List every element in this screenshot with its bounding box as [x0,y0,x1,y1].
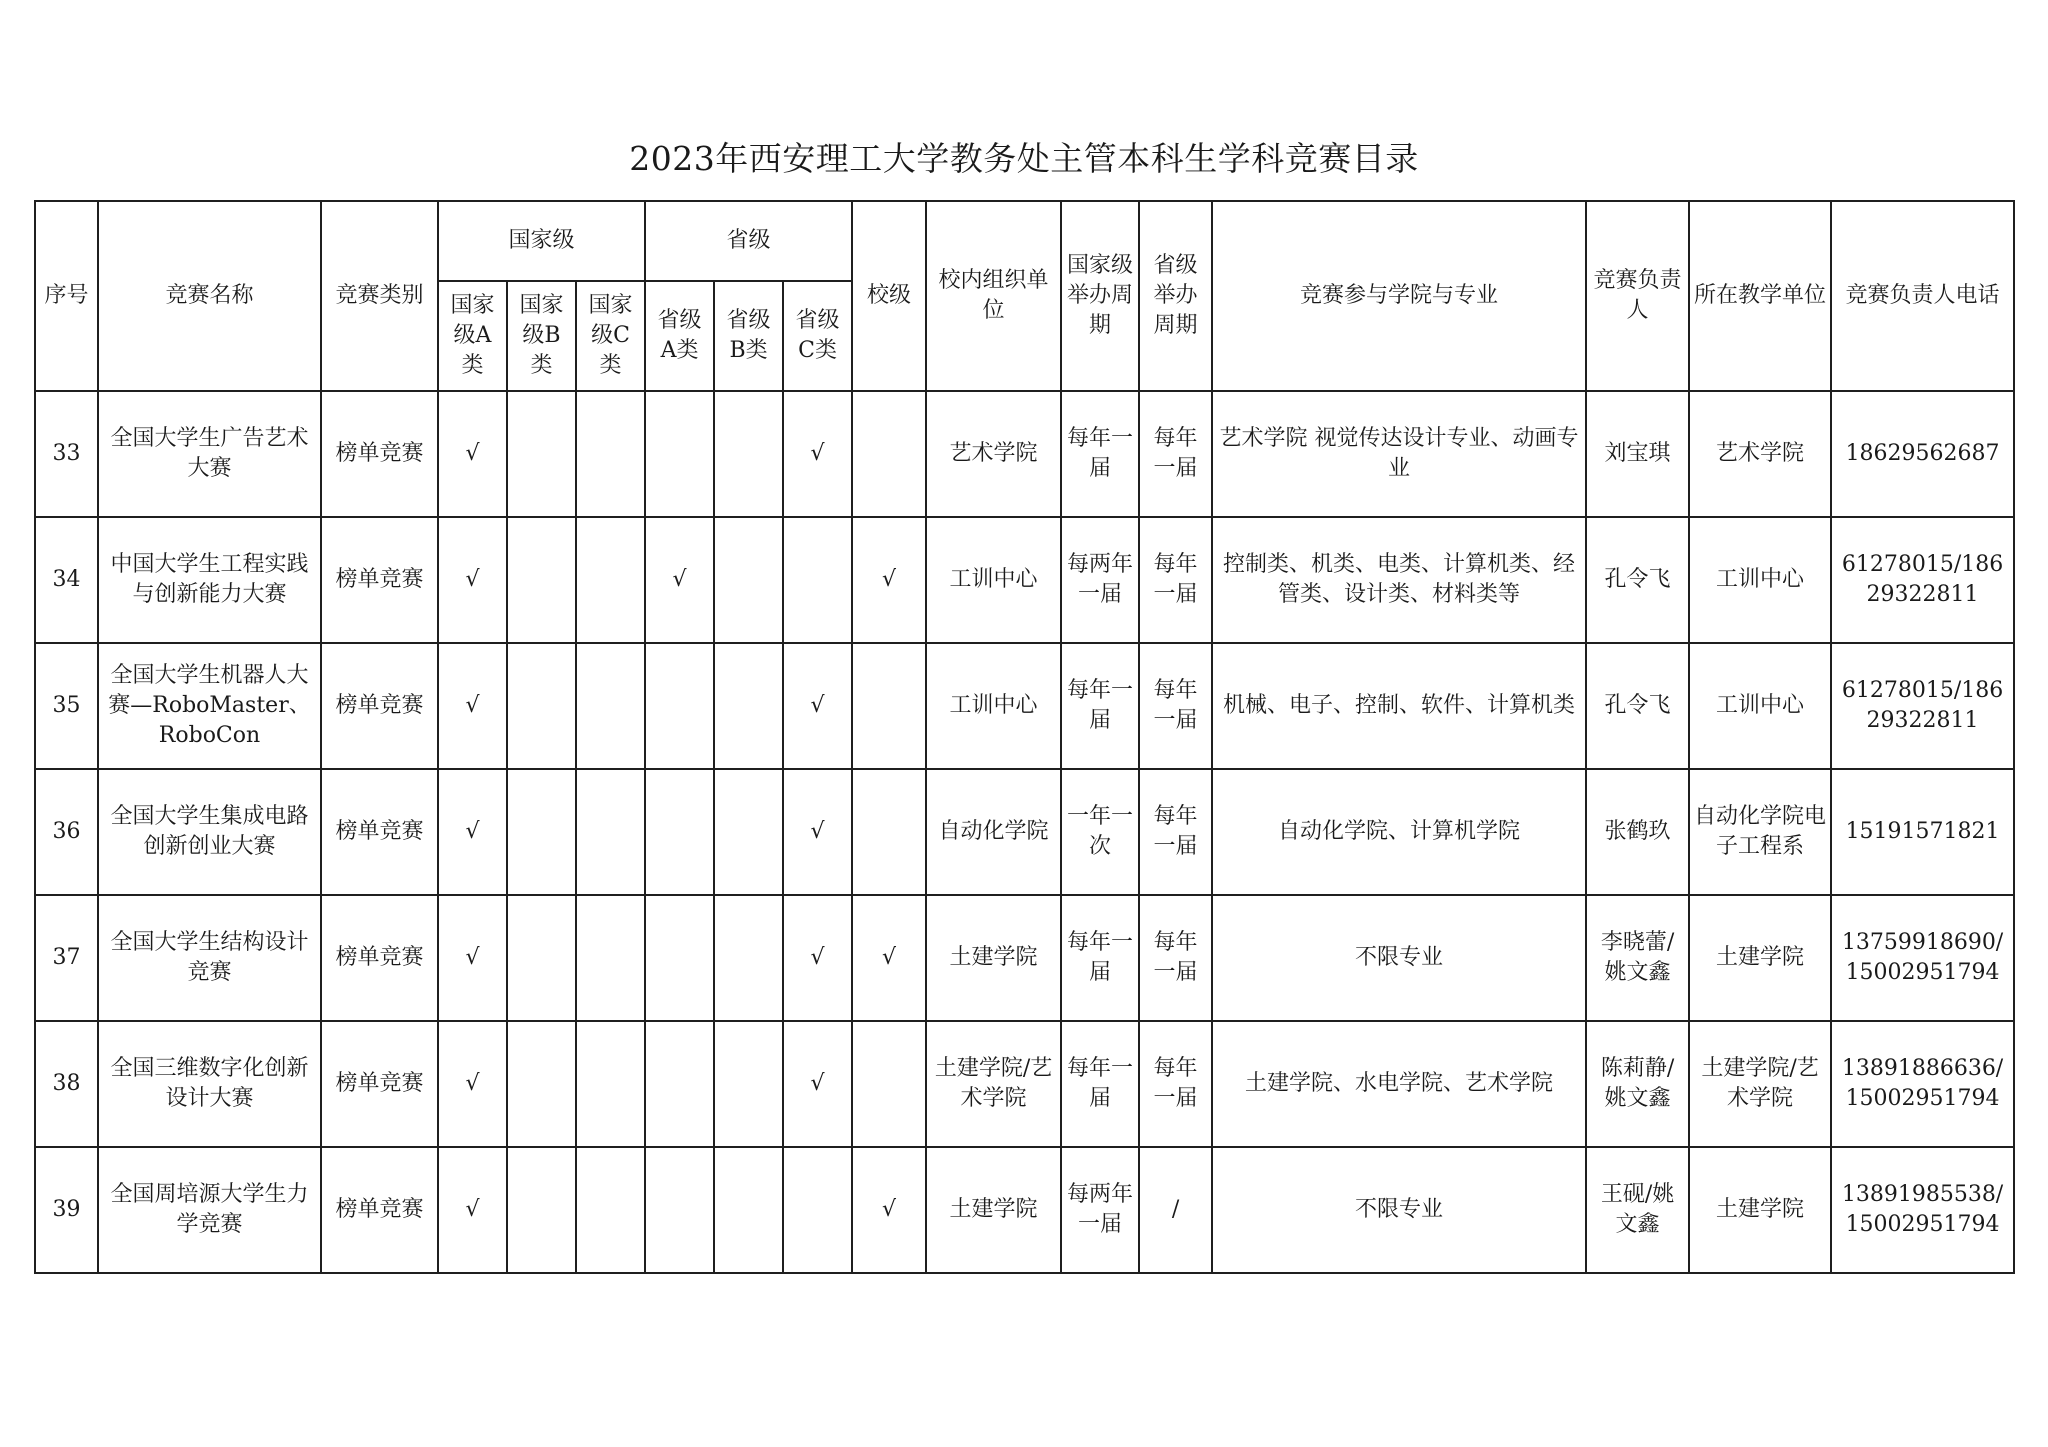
cell-category: 榜单竞赛 [321,391,438,517]
cell-participants: 艺术学院 视觉传达设计专业、动画专业 [1212,391,1586,517]
header-phone: 竞赛负责人电话 [1831,201,2014,391]
cell-name: 全国大学生结构设计竞赛 [98,895,321,1021]
cell-national-cycle: 每年一届 [1061,643,1139,769]
cell-provincial-cycle: 每年一届 [1139,1021,1212,1147]
cell-provincial-c [783,517,852,643]
header-name: 竞赛名称 [98,201,321,391]
table-row [35,1021,2014,1147]
cell-school: √ [852,895,926,1021]
cell-provincial-c: √ [783,769,852,895]
cell-provincial-a [645,391,714,517]
cell-provincial-c [783,1147,852,1273]
cell-unit: 艺术学院 [1689,391,1831,517]
cell-name: 全国三维数字化创新设计大赛 [98,1021,321,1147]
cell-unit: 自动化学院电子工程系 [1689,769,1831,895]
cell-name: 全国大学生机器人大赛—RoboMaster、RoboCon [98,643,321,769]
cell-provincial-c: √ [783,895,852,1021]
cell-provincial-a [645,1147,714,1273]
cell-provincial-a [645,895,714,1021]
cell-provincial-c: √ [783,1021,852,1147]
cell-leader: 孔令飞 [1586,517,1689,643]
cell-seq: 38 [35,1021,98,1147]
header-unit: 所在教学单位 [1689,201,1831,391]
cell-category: 榜单竞赛 [321,1021,438,1147]
header-seq: 序号 [35,201,98,391]
cell-national-b [507,517,576,643]
cell-name: 全国大学生广告艺术大赛 [98,391,321,517]
cell-provincial-cycle: 每年一届 [1139,769,1212,895]
cell-national-b [507,769,576,895]
cell-phone: 13891985538/15002951794 [1831,1147,2014,1273]
cell-national-c [576,895,645,1021]
table-row [35,895,2014,1021]
header-provincial-b: 省级B类 [714,281,783,391]
cell-provincial-a [645,769,714,895]
table-row [35,769,2014,895]
cell-school [852,1021,926,1147]
cell-provincial-cycle: 每年一届 [1139,643,1212,769]
cell-name: 中国大学生工程实践与创新能力大赛 [98,517,321,643]
cell-organizer: 土建学院/艺术学院 [926,1021,1061,1147]
cell-national-a: √ [438,1147,507,1273]
cell-provincial-b [714,1147,783,1273]
cell-national-cycle: 一年一次 [1061,769,1139,895]
cell-phone: 61278015/18629322811 [1831,643,2014,769]
header-provincial-c: 省级C类 [783,281,852,391]
cell-provincial-b [714,643,783,769]
cell-participants: 不限专业 [1212,1147,1586,1273]
table-row [35,643,2014,769]
cell-unit: 土建学院 [1689,895,1831,1021]
cell-national-c [576,517,645,643]
cell-seq: 36 [35,769,98,895]
cell-national-b [507,1021,576,1147]
header-national-c: 国家级C类 [576,281,645,391]
cell-national-cycle: 每年一届 [1061,895,1139,1021]
header-provincial-cycle: 省级举办周期 [1139,201,1212,391]
table-row [35,391,2014,517]
cell-provincial-a: √ [645,517,714,643]
cell-national-a: √ [438,895,507,1021]
header-provincial-a: 省级A类 [645,281,714,391]
cell-national-a: √ [438,1021,507,1147]
cell-provincial-cycle: 每年一届 [1139,391,1212,517]
cell-leader: 孔令飞 [1586,643,1689,769]
cell-national-a: √ [438,517,507,643]
cell-leader: 刘宝琪 [1586,391,1689,517]
cell-national-b [507,391,576,517]
cell-phone: 61278015/18629322811 [1831,517,2014,643]
cell-category: 榜单竞赛 [321,895,438,1021]
cell-organizer: 土建学院 [926,1147,1061,1273]
cell-national-cycle: 每年一届 [1061,391,1139,517]
cell-national-b [507,643,576,769]
cell-provincial-c: √ [783,391,852,517]
page-title: 2023年西安理工大学教务处主管本科生学科竞赛目录 [629,139,1419,178]
cell-seq: 33 [35,391,98,517]
header-national-cycle: 国家级举办周期 [1061,201,1139,391]
cell-provincial-a [645,1021,714,1147]
cell-national-c [576,391,645,517]
header-national-a: 国家级A类 [438,281,507,391]
header-leader: 竞赛负责人 [1586,201,1689,391]
cell-participants: 不限专业 [1212,895,1586,1021]
cell-national-a: √ [438,643,507,769]
cell-unit: 工训中心 [1689,517,1831,643]
cell-participants: 自动化学院、计算机学院 [1212,769,1586,895]
cell-leader: 张鹤玖 [1586,769,1689,895]
cell-national-a: √ [438,391,507,517]
cell-organizer: 土建学院 [926,895,1061,1021]
cell-leader: 陈莉静/姚文鑫 [1586,1021,1689,1147]
cell-provincial-b [714,895,783,1021]
cell-seq: 34 [35,517,98,643]
cell-seq: 35 [35,643,98,769]
cell-national-a: √ [438,769,507,895]
cell-phone: 13891886636/15002951794 [1831,1021,2014,1147]
cell-national-c [576,769,645,895]
cell-provincial-b [714,769,783,895]
cell-phone: 15191571821 [1831,769,2014,895]
cell-national-cycle: 每两年一届 [1061,517,1139,643]
cell-school [852,391,926,517]
cell-provincial-b [714,1021,783,1147]
cell-category: 榜单竞赛 [321,643,438,769]
cell-provincial-cycle: / [1139,1147,1212,1273]
cell-national-cycle: 每两年一届 [1061,1147,1139,1273]
header-participants: 竞赛参与学院与专业 [1212,201,1586,391]
cell-organizer: 自动化学院 [926,769,1061,895]
cell-name: 全国大学生集成电路创新创业大赛 [98,769,321,895]
cell-category: 榜单竞赛 [321,1147,438,1273]
header-category: 竞赛类别 [321,201,438,391]
table-row [35,517,2014,643]
cell-provincial-b [714,391,783,517]
cell-national-c [576,1147,645,1273]
cell-leader: 李晓蕾/姚文鑫 [1586,895,1689,1021]
cell-unit: 工训中心 [1689,643,1831,769]
table-row [35,1147,2014,1273]
cell-provincial-cycle: 每年一届 [1139,895,1212,1021]
cell-provincial-a [645,643,714,769]
cell-name: 全国周培源大学生力学竞赛 [98,1147,321,1273]
cell-participants: 机械、电子、控制、软件、计算机类 [1212,643,1586,769]
cell-organizer: 工训中心 [926,517,1061,643]
cell-category: 榜单竞赛 [321,517,438,643]
header-organizer: 校内组织单位 [926,201,1061,391]
cell-school: √ [852,517,926,643]
header-school: 校级 [852,201,926,391]
cell-provincial-b [714,517,783,643]
cell-unit: 土建学院 [1689,1147,1831,1273]
cell-category: 榜单竞赛 [321,769,438,895]
cell-school [852,769,926,895]
cell-national-b [507,1147,576,1273]
cell-seq: 39 [35,1147,98,1273]
cell-participants: 土建学院、水电学院、艺术学院 [1212,1021,1586,1147]
cell-school [852,643,926,769]
cell-organizer: 工训中心 [926,643,1061,769]
cell-leader: 王砚/姚文鑫 [1586,1147,1689,1273]
header-national: 国家级 [438,201,645,281]
cell-phone: 13759918690/15002951794 [1831,895,2014,1021]
cell-national-c [576,643,645,769]
header-row [35,201,2014,281]
cell-organizer: 艺术学院 [926,391,1061,517]
cell-national-c [576,1021,645,1147]
cell-provincial-cycle: 每年一届 [1139,517,1212,643]
cell-provincial-c: √ [783,643,852,769]
header-national-b: 国家级B类 [507,281,576,391]
header-provincial: 省级 [645,201,852,281]
cell-national-cycle: 每年一届 [1061,1021,1139,1147]
cell-unit: 土建学院/艺术学院 [1689,1021,1831,1147]
cell-national-b [507,895,576,1021]
cell-phone: 18629562687 [1831,391,2014,517]
cell-school: √ [852,1147,926,1273]
competition-table [34,200,2015,1274]
cell-seq: 37 [35,895,98,1021]
cell-participants: 控制类、机类、电类、计算机类、经管类、设计类、材料类等 [1212,517,1586,643]
